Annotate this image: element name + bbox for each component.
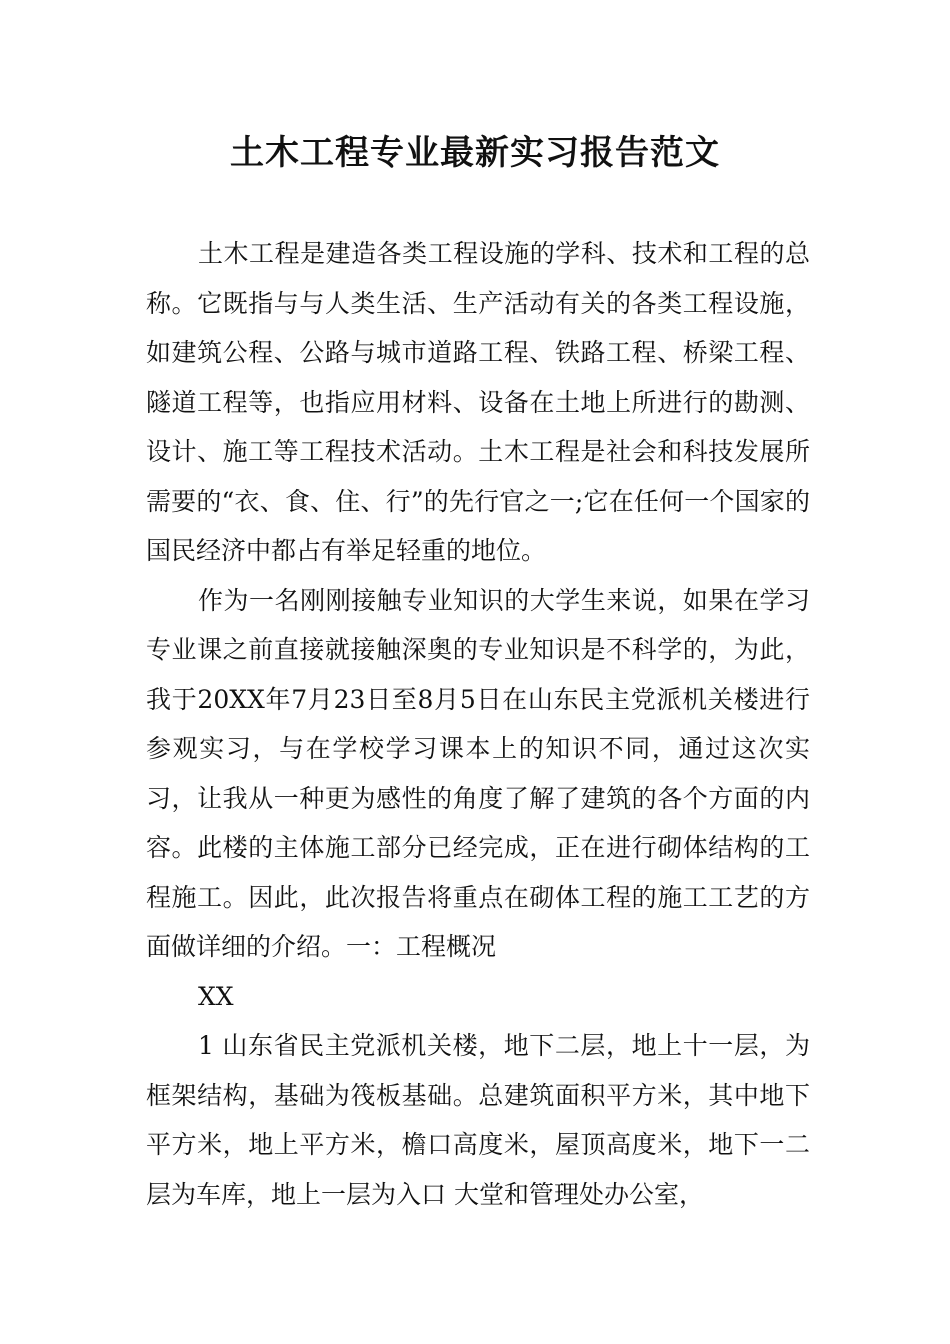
document-body (146, 229, 810, 1219)
paragraph-project-overview: 1 山东省民主党派机关楼，地下二层，地上十一层，为框架结构，基础为筏板基础。总建筑面积平方米，其中地下平方米，地上平方米，檐口高度米，屋顶高度米，地下一二层为车库，地上一层为入口 大堂和管理处办公室， (146, 1031, 810, 1209)
paragraph-intro: 土木工程是建造各类工程设施的学科、技术和工程的总称。它既指与与人类生活、生产活动有关的各类工程设施，如建筑公程、公路与城市道路工程、铁路工程、桥梁工程、隧道工程等，也指应用材料、设备在土地上所进行的勘测、设计、施工等工程技术活动。土木工程是社会和科技发展所需要的“衣、食、住、行”的先行官之一;它在任何一个国家的国民经济中都占有举足轻重的地位。 (146, 239, 810, 565)
paragraph-internship: 作为一名刚刚接触专业知识的大学生来说，如果在学习专业课之前直接就接触深奥的专业知识是不科学的，为此，我于20XX年7月23日至8月5日在山东民主党派机关楼进行参观实习，与在学校学习课本上的知识不同，通过这次实习，让我从一种更为感性的角度了解了建筑的各个方面的内容。此楼的主体施工部分已经完成，正在进行砌体结构的工程施工。因此，此次报告将重点在砌体工程的施工工艺的方面做详细的介绍。一：工程概况 (146, 585, 810, 961)
document-title: 土木工程专业最新实习报告范文 (230, 133, 720, 173)
paragraph-placeholder: XX (198, 981, 234, 1011)
